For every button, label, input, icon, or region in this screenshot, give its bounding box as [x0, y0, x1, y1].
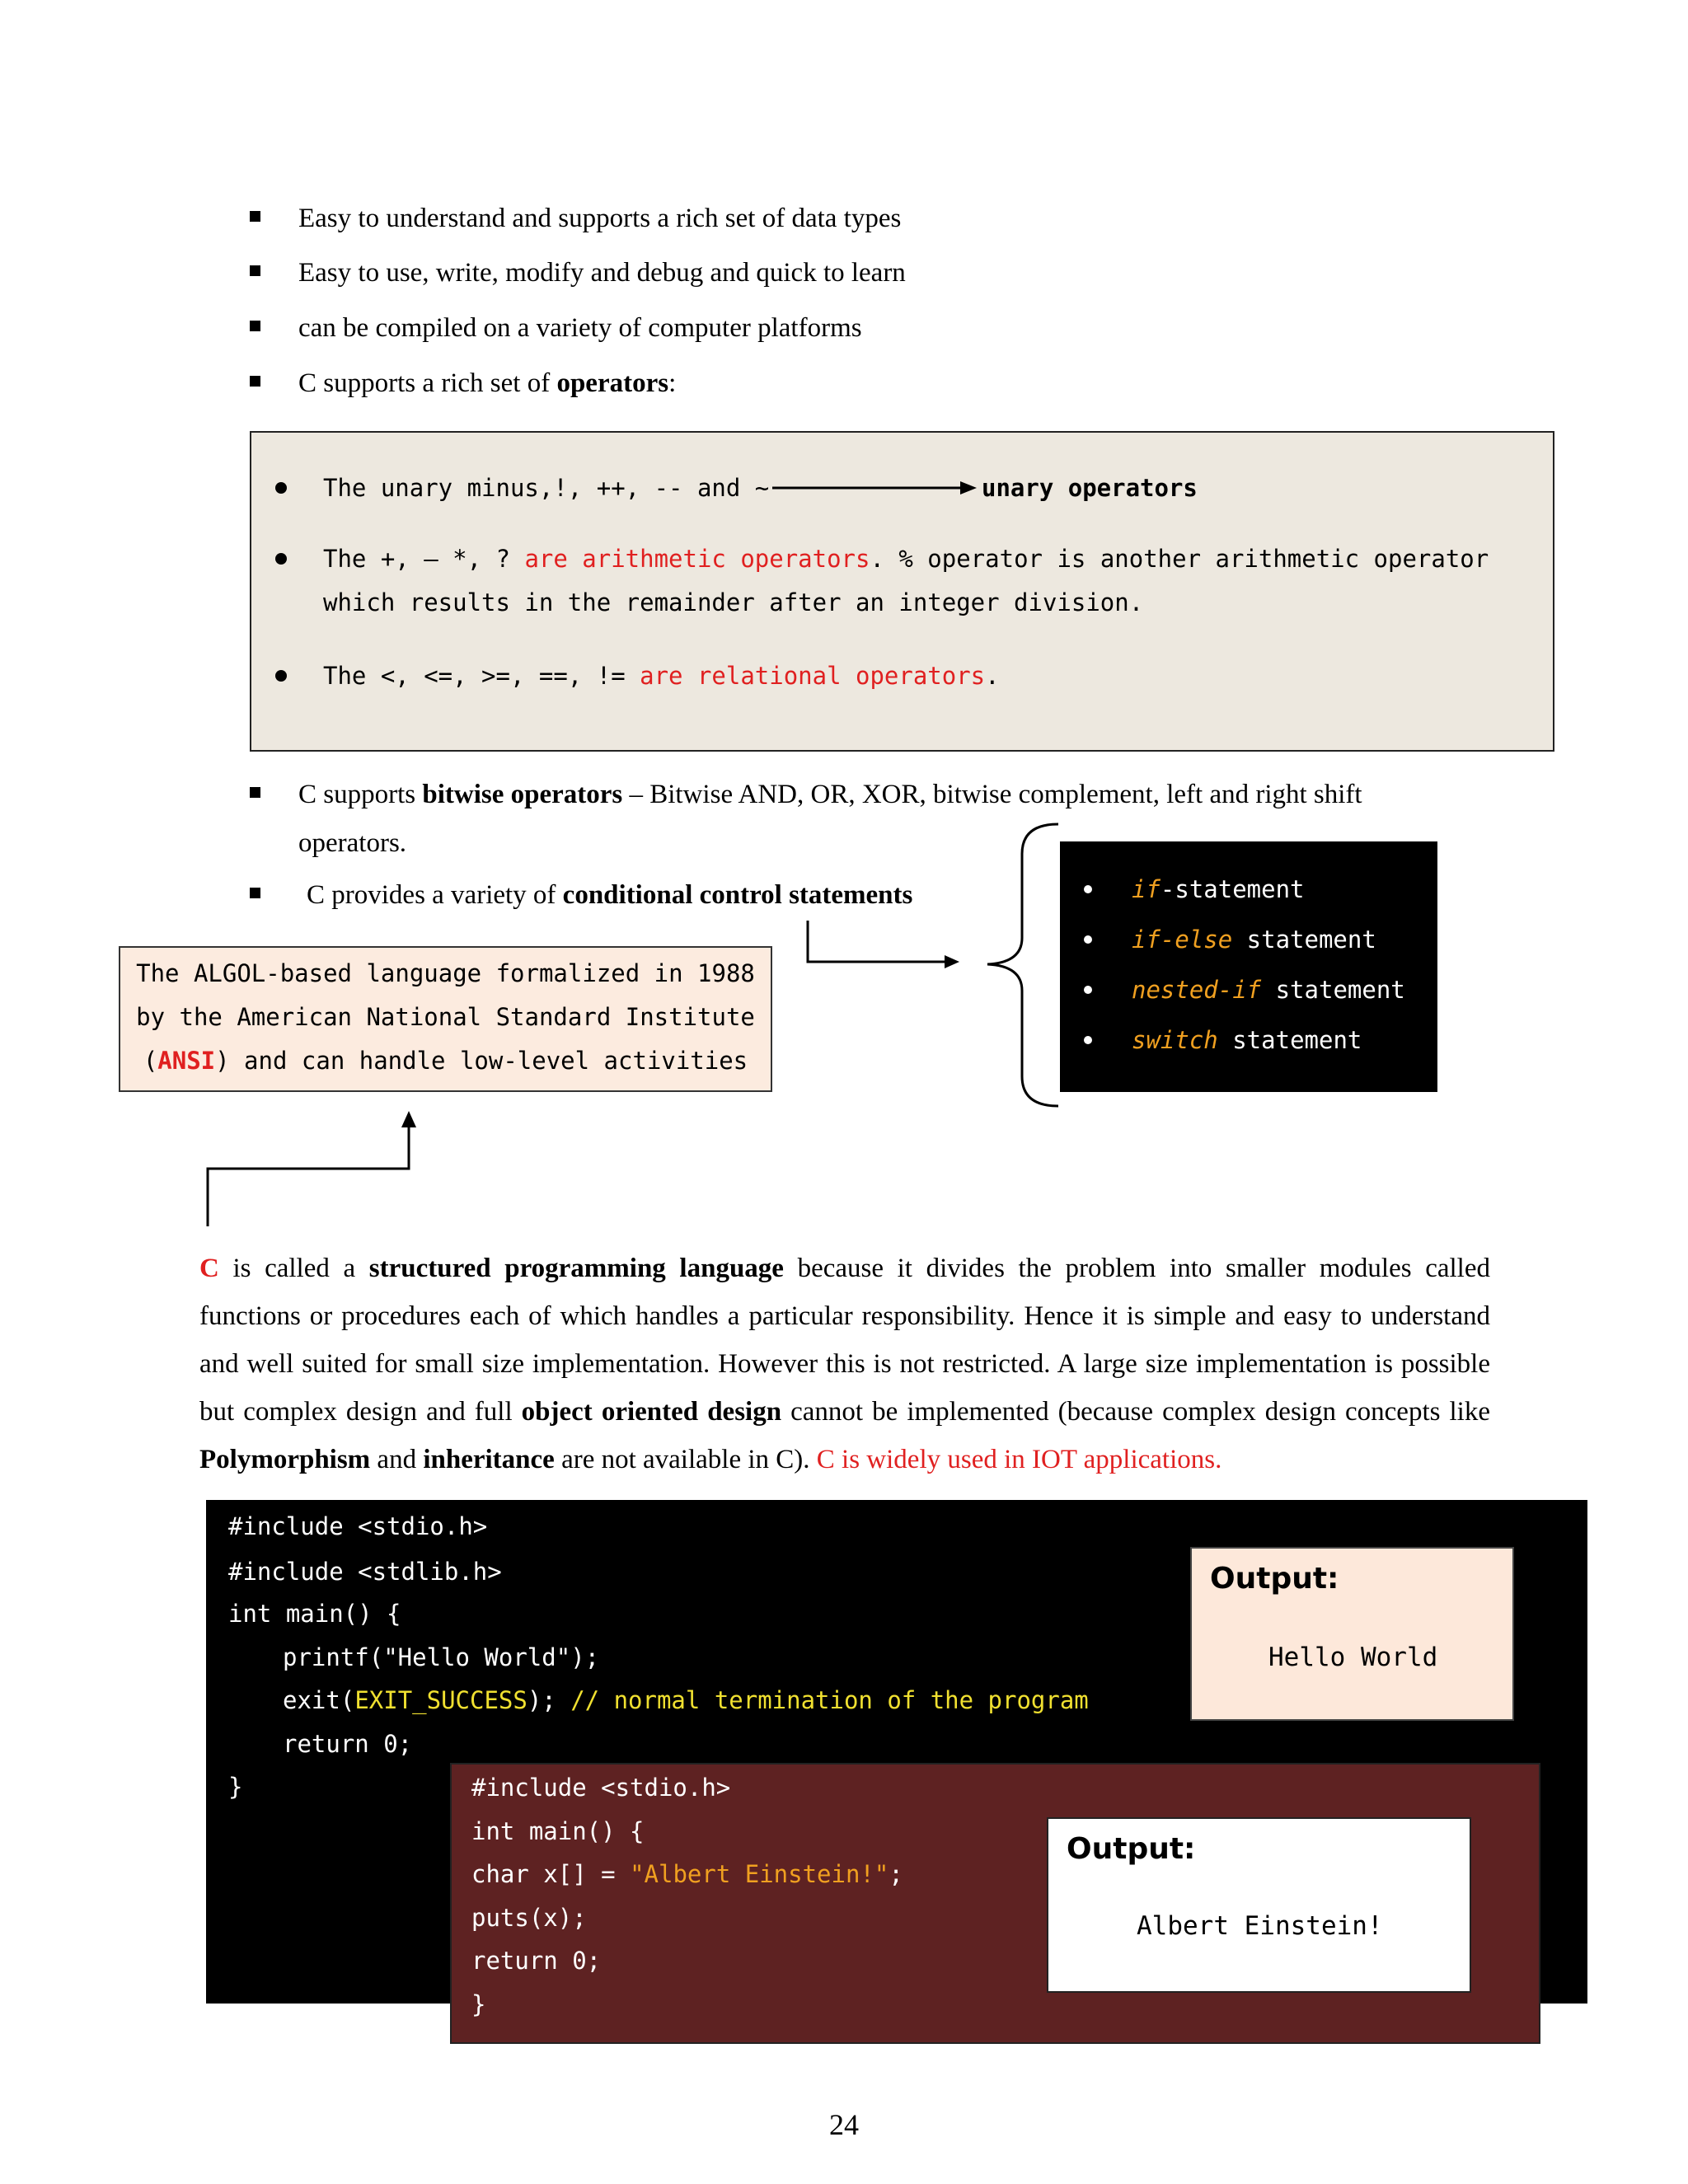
feature-item: can be compiled on a variety of computer platforms	[298, 313, 862, 343]
conditional-item	[307, 879, 912, 912]
text: (	[143, 1047, 158, 1075]
text: because it divides the problem into smaller modules called	[783, 1254, 1490, 1283]
conditional-item-switch	[1132, 1025, 1362, 1055]
code-line	[471, 1859, 903, 1889]
bold-text: conditional control statements	[562, 880, 913, 910]
conditional-item-if-else	[1132, 925, 1376, 954]
algol-note-box	[119, 946, 772, 1092]
code-line: }	[228, 1773, 243, 1801]
code-line: #include <stdio.h>	[228, 1512, 488, 1540]
highlight: are arithmetic operators	[524, 545, 870, 573]
arrow-right-icon	[771, 476, 985, 500]
bullet-marker	[250, 376, 260, 387]
algol-line-3	[120, 1046, 771, 1076]
text: but complex design and full	[199, 1397, 522, 1427]
text: – Bitwise AND, OR, XOR, bitwise complement, left and right shift	[622, 780, 1362, 809]
arith-line-2: which results in the remainder after an integer division.	[323, 588, 1144, 616]
page-number: 24	[829, 2108, 859, 2141]
feature-item: Easy to use, write, modify and debug and quick to learn	[298, 258, 906, 288]
bullet-dot	[1084, 885, 1092, 893]
text: . % operator is another arithmetic operator	[870, 545, 1489, 573]
bullet-marker	[250, 211, 260, 222]
output-value: Hello World	[1268, 1643, 1438, 1672]
paragraph-line: functions or procedures each of which handles a particular responsibility. Hence it is simple and easy to understand	[199, 1301, 1490, 1331]
text: ) and can handle low-level activities	[215, 1047, 748, 1075]
text: are not available in C).	[554, 1445, 817, 1474]
text: is called a	[218, 1254, 369, 1283]
feature-item-operators	[298, 367, 676, 400]
bold-text: Polymorphism	[199, 1445, 371, 1474]
highlight: C	[199, 1254, 219, 1283]
text: The +, – *, ?	[323, 545, 525, 573]
code-line: #include <stdlib.h>	[228, 1558, 502, 1586]
keyword: nested-if	[1132, 976, 1262, 1004]
code-line: }	[471, 1990, 486, 2018]
connector-arrow-icon	[799, 919, 964, 968]
bullet-dot	[1084, 986, 1092, 994]
arith-line	[323, 544, 1489, 574]
text: ;	[889, 1860, 903, 1888]
text: statement	[1232, 926, 1376, 954]
code-line: printf("Hello World");	[283, 1643, 600, 1671]
algol-line-1: The ALGOL-based language formalized in 1988	[136, 959, 755, 987]
highlight: C is widely used in IOT applications.	[816, 1445, 1222, 1474]
bullet-dot	[275, 670, 287, 682]
text: .	[985, 662, 1000, 690]
code-line: return 0;	[283, 1730, 413, 1758]
connector-arrow-up-icon	[198, 1104, 420, 1228]
code-line: int main() {	[228, 1600, 401, 1628]
string-literal: "Albert Einstein!"	[630, 1860, 889, 1888]
paragraph-line: and well suited for small size implementation. However this is not restricted. A large size implementation is possible	[199, 1349, 1490, 1379]
text: -statement	[1160, 875, 1305, 903]
output-title: Output:	[1210, 1562, 1339, 1596]
bold-text: bitwise operators	[422, 780, 623, 809]
bullet-dot	[275, 482, 287, 494]
bullet-marker	[250, 265, 260, 276]
text: C provides a variety of	[307, 880, 563, 910]
structured-language-paragraph	[199, 1244, 1490, 1483]
comment: // normal termination of the program	[570, 1686, 1089, 1714]
bold-text: object oriented design	[521, 1397, 782, 1427]
conditional-item-if	[1132, 874, 1305, 904]
constant: EXIT_SUCCESS	[354, 1686, 528, 1714]
code-line: int main() {	[471, 1817, 645, 1845]
conditional-item-nested-if	[1132, 975, 1405, 1005]
relational-line	[323, 661, 1000, 691]
highlight: are relational operators	[640, 662, 986, 690]
bullet-dot	[1084, 935, 1092, 944]
code-line: puts(x);	[471, 1904, 587, 1932]
bullet-marker	[250, 888, 260, 898]
curly-brace-icon	[978, 821, 1060, 1113]
text: C supports	[298, 780, 423, 809]
output-value: Albert Einstein!	[1137, 1911, 1383, 1941]
bold-text: structured programming language	[368, 1254, 784, 1283]
bullet-marker	[250, 787, 260, 798]
unary-target: unary operators	[982, 474, 1198, 502]
output-box-albert-einstein	[1047, 1817, 1471, 1993]
bullet-dot	[275, 553, 287, 565]
bullet-marker	[250, 321, 260, 331]
code-line	[283, 1685, 1089, 1715]
text: :	[668, 368, 677, 398]
unary-line: The unary minus,!, ++, -- and ~	[323, 474, 770, 502]
code-line: #include <stdio.h>	[471, 1774, 731, 1802]
bitwise-item-line2: operators.	[298, 828, 407, 858]
output-title: Output:	[1067, 1832, 1196, 1866]
text: The <, <=, >=, ==, !=	[323, 662, 640, 690]
text: cannot be implemented (because complex design concepts like	[781, 1397, 1490, 1427]
paragraph-line	[199, 1244, 1490, 1292]
code-line: return 0;	[471, 1947, 602, 1975]
keyword: switch	[1132, 1026, 1218, 1054]
text: and	[370, 1445, 424, 1474]
text: C supports a rich set of	[298, 368, 557, 398]
text: );	[527, 1686, 571, 1714]
keyword: if	[1132, 875, 1160, 903]
bold-text: operators	[556, 368, 669, 398]
bullet-dot	[1084, 1036, 1092, 1044]
bitwise-item	[298, 778, 1362, 811]
bold-text: inheritance	[423, 1445, 555, 1474]
text: statement	[1261, 976, 1405, 1004]
algol-line-2: by the American National Standard Institute	[136, 1003, 755, 1031]
feature-item: Easy to understand and supports a rich set of data types	[298, 204, 902, 233]
paragraph-line	[199, 1388, 1490, 1436]
text: statement	[1217, 1026, 1362, 1054]
operators-box	[250, 431, 1554, 752]
output-box-hello-world	[1190, 1547, 1514, 1721]
text: char x[] =	[471, 1860, 631, 1888]
paragraph-line	[199, 1436, 1490, 1483]
text: exit(	[283, 1686, 355, 1714]
keyword: if-else	[1132, 926, 1233, 954]
conditional-statements-box	[1060, 841, 1437, 1092]
highlight: ANSI	[157, 1047, 216, 1075]
